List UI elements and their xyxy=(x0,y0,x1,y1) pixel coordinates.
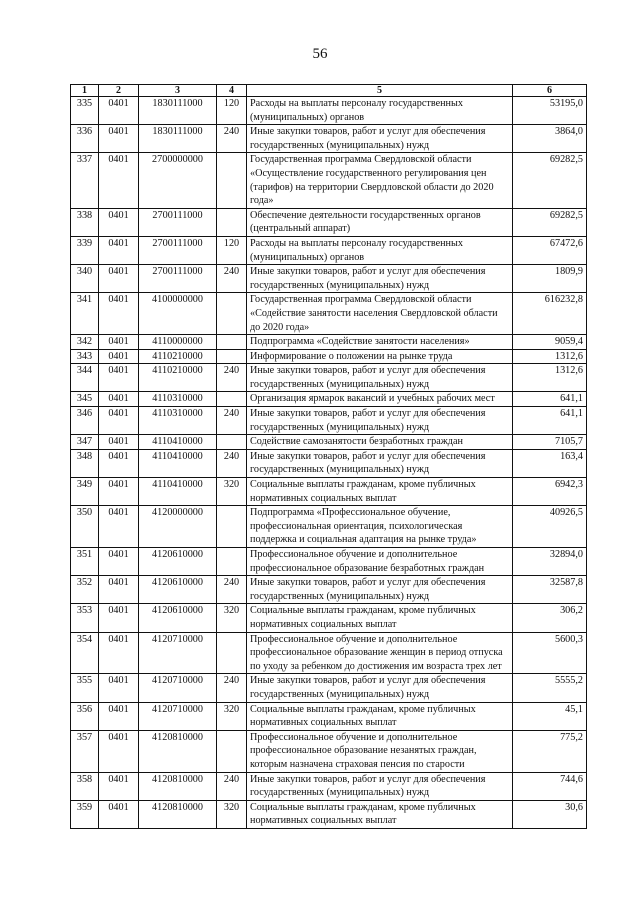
row-description: Профессиональное обучение и дополнительное профессиональное образование безработных граждан xyxy=(247,548,513,576)
section-code: 0401 xyxy=(99,548,139,576)
table-row xyxy=(71,364,587,392)
row-description: Иные закупки товаров, работ и услуг для обеспечения государственных (муниципальных) нужд xyxy=(247,265,513,293)
row-number: 351 xyxy=(71,548,99,576)
section-code: 0401 xyxy=(99,800,139,828)
table-row xyxy=(71,730,587,772)
row-number: 336 xyxy=(71,125,99,153)
row-amount: 69282,5 xyxy=(513,153,587,208)
table-row xyxy=(71,125,587,153)
row-number: 339 xyxy=(71,236,99,264)
row-description: Государственная программа Свердловской области «Осуществление государственного регулирования цен (тарифов) на территории Свердловской области до 2020 года» xyxy=(247,153,513,208)
expense-type xyxy=(217,153,247,208)
budget-table xyxy=(70,84,587,829)
target-code: 2700111000 xyxy=(139,236,217,264)
row-description: Расходы на выплаты персоналу государственных (муниципальных) органов xyxy=(247,236,513,264)
section-code: 0401 xyxy=(99,293,139,335)
row-number: 350 xyxy=(71,506,99,548)
section-code: 0401 xyxy=(99,506,139,548)
target-code: 2700111000 xyxy=(139,265,217,293)
section-code: 0401 xyxy=(99,435,139,450)
section-code: 0401 xyxy=(99,702,139,730)
row-amount: 30,6 xyxy=(513,800,587,828)
row-number: 356 xyxy=(71,702,99,730)
row-description: Обеспечение деятельности государственных органов (центральный аппарат) xyxy=(247,208,513,236)
expense-type xyxy=(217,435,247,450)
target-code: 2700000000 xyxy=(139,153,217,208)
row-amount: 69282,5 xyxy=(513,208,587,236)
row-description: Иные закупки товаров, работ и услуг для обеспечения государственных (муниципальных) нужд xyxy=(247,449,513,477)
row-description: Подпрограмма «Профессиональное обучение, профессиональная ориентация, психологическая поддержка и социальная адаптация на рынке труда» xyxy=(247,506,513,548)
expense-type: 320 xyxy=(217,478,247,506)
table-row xyxy=(71,407,587,435)
row-description: Иные закупки товаров, работ и услуг для обеспечения государственных (муниципальных) нужд xyxy=(247,674,513,702)
target-code: 1830111000 xyxy=(139,97,217,125)
row-number: 341 xyxy=(71,293,99,335)
row-number: 342 xyxy=(71,335,99,350)
row-number: 354 xyxy=(71,632,99,674)
row-amount: 53195,0 xyxy=(513,97,587,125)
page-number: 56 xyxy=(312,46,328,62)
expense-type: 240 xyxy=(217,772,247,800)
row-number: 338 xyxy=(71,208,99,236)
row-description: Социальные выплаты гражданам, кроме публичных нормативных социальных выплат xyxy=(247,478,513,506)
row-description: Иные закупки товаров, работ и услуг для обеспечения государственных (муниципальных) нужд xyxy=(247,772,513,800)
row-description: Социальные выплаты гражданам, кроме публичных нормативных социальных выплат xyxy=(247,800,513,828)
target-code: 4110410000 xyxy=(139,449,217,477)
table-row xyxy=(71,576,587,604)
row-number: 345 xyxy=(71,392,99,407)
row-description: Содействие самозанятости безработных граждан xyxy=(247,435,513,450)
table-row xyxy=(71,153,587,208)
row-amount: 1312,6 xyxy=(513,364,587,392)
expense-type: 120 xyxy=(217,97,247,125)
row-number: 344 xyxy=(71,364,99,392)
expense-type: 240 xyxy=(217,576,247,604)
row-description: Социальные выплаты гражданам, кроме публичных нормативных социальных выплат xyxy=(247,702,513,730)
row-number: 352 xyxy=(71,576,99,604)
expense-type: 240 xyxy=(217,449,247,477)
expense-type: 320 xyxy=(217,702,247,730)
section-code: 0401 xyxy=(99,153,139,208)
table-row xyxy=(71,478,587,506)
section-code: 0401 xyxy=(99,208,139,236)
row-amount: 1809,9 xyxy=(513,265,587,293)
target-code: 2700111000 xyxy=(139,208,217,236)
target-code: 4110000000 xyxy=(139,335,217,350)
row-description: Профессиональное обучение и дополнительное профессиональное образование незанятых граждан, которым назначена страховая пенсия по старости xyxy=(247,730,513,772)
expense-type xyxy=(217,506,247,548)
row-amount: 9059,4 xyxy=(513,335,587,350)
section-code: 0401 xyxy=(99,674,139,702)
expense-type: 240 xyxy=(217,407,247,435)
expense-type xyxy=(217,293,247,335)
table-row xyxy=(71,349,587,364)
row-number: 349 xyxy=(71,478,99,506)
table-row xyxy=(71,772,587,800)
section-code: 0401 xyxy=(99,335,139,350)
row-number: 340 xyxy=(71,265,99,293)
expense-type: 240 xyxy=(217,364,247,392)
table-body xyxy=(71,97,587,829)
table-row xyxy=(71,674,587,702)
row-description: Расходы на выплаты персоналу государственных (муниципальных) органов xyxy=(247,97,513,125)
expense-type xyxy=(217,730,247,772)
row-amount: 45,1 xyxy=(513,702,587,730)
target-code: 4120610000 xyxy=(139,604,217,632)
section-code: 0401 xyxy=(99,364,139,392)
target-code: 4120810000 xyxy=(139,800,217,828)
section-code: 0401 xyxy=(99,730,139,772)
row-number: 353 xyxy=(71,604,99,632)
expense-type: 240 xyxy=(217,674,247,702)
row-number: 346 xyxy=(71,407,99,435)
row-amount: 306,2 xyxy=(513,604,587,632)
row-amount: 775,2 xyxy=(513,730,587,772)
section-code: 0401 xyxy=(99,449,139,477)
header-cell: 3 xyxy=(139,85,217,97)
row-number: 357 xyxy=(71,730,99,772)
header-row xyxy=(71,85,587,97)
row-number: 337 xyxy=(71,153,99,208)
row-amount: 67472,6 xyxy=(513,236,587,264)
row-amount: 7105,7 xyxy=(513,435,587,450)
expense-type xyxy=(217,548,247,576)
header-cell: 1 xyxy=(71,85,99,97)
section-code: 0401 xyxy=(99,125,139,153)
row-description: Иные закупки товаров, работ и услуг для обеспечения государственных (муниципальных) нужд xyxy=(247,576,513,604)
table-row xyxy=(71,435,587,450)
row-amount: 616232,8 xyxy=(513,293,587,335)
row-number: 359 xyxy=(71,800,99,828)
row-amount: 32587,8 xyxy=(513,576,587,604)
row-number: 335 xyxy=(71,97,99,125)
row-description: Иные закупки товаров, работ и услуг для обеспечения государственных (муниципальных) нужд xyxy=(247,407,513,435)
section-code: 0401 xyxy=(99,772,139,800)
row-amount: 1312,6 xyxy=(513,349,587,364)
row-amount: 641,1 xyxy=(513,407,587,435)
row-amount: 744,6 xyxy=(513,772,587,800)
table-row xyxy=(71,506,587,548)
row-description: Профессиональное обучение и дополнительное профессиональное образование женщин в период отпуска по уходу за ребенком до достижения им возраста трех лет xyxy=(247,632,513,674)
expense-type xyxy=(217,208,247,236)
row-description: Подпрограмма «Содействие занятости населения» xyxy=(247,335,513,350)
expense-type: 240 xyxy=(217,265,247,293)
target-code: 4110310000 xyxy=(139,392,217,407)
row-description: Социальные выплаты гражданам, кроме публичных нормативных социальных выплат xyxy=(247,604,513,632)
target-code: 4110210000 xyxy=(139,364,217,392)
row-amount: 5600,3 xyxy=(513,632,587,674)
header-cell: 4 xyxy=(217,85,247,97)
expense-type: 240 xyxy=(217,125,247,153)
target-code: 4110310000 xyxy=(139,407,217,435)
section-code: 0401 xyxy=(99,236,139,264)
section-code: 0401 xyxy=(99,478,139,506)
expense-type: 320 xyxy=(217,604,247,632)
target-code: 4120710000 xyxy=(139,674,217,702)
section-code: 0401 xyxy=(99,576,139,604)
row-amount: 163,4 xyxy=(513,449,587,477)
target-code: 4120810000 xyxy=(139,730,217,772)
row-description: Государственная программа Свердловской области «Содействие занятости населения Свердловской области до 2020 года» xyxy=(247,293,513,335)
table-row xyxy=(71,702,587,730)
row-amount: 40926,5 xyxy=(513,506,587,548)
table-row xyxy=(71,97,587,125)
row-description: Иные закупки товаров, работ и услуг для обеспечения государственных (муниципальных) нужд xyxy=(247,364,513,392)
target-code: 4120610000 xyxy=(139,576,217,604)
row-number: 343 xyxy=(71,349,99,364)
table-row xyxy=(71,548,587,576)
row-description: Информирование о положении на рынке труда xyxy=(247,349,513,364)
row-description: Иные закупки товаров, работ и услуг для обеспечения государственных (муниципальных) нужд xyxy=(247,125,513,153)
expense-type xyxy=(217,349,247,364)
row-amount: 6942,3 xyxy=(513,478,587,506)
section-code: 0401 xyxy=(99,265,139,293)
table-row xyxy=(71,604,587,632)
section-code: 0401 xyxy=(99,407,139,435)
section-code: 0401 xyxy=(99,392,139,407)
row-description: Организация ярмарок вакансий и учебных рабочих мест xyxy=(247,392,513,407)
target-code: 4120000000 xyxy=(139,506,217,548)
expense-type xyxy=(217,335,247,350)
expense-type: 320 xyxy=(217,800,247,828)
table-row xyxy=(71,293,587,335)
target-code: 4110210000 xyxy=(139,349,217,364)
section-code: 0401 xyxy=(99,349,139,364)
expense-type xyxy=(217,392,247,407)
row-amount: 32894,0 xyxy=(513,548,587,576)
row-number: 348 xyxy=(71,449,99,477)
target-code: 4110410000 xyxy=(139,478,217,506)
target-code: 4120710000 xyxy=(139,702,217,730)
target-code: 4120810000 xyxy=(139,772,217,800)
expense-type: 120 xyxy=(217,236,247,264)
target-code: 4110410000 xyxy=(139,435,217,450)
section-code: 0401 xyxy=(99,97,139,125)
table-row xyxy=(71,236,587,264)
table-row xyxy=(71,208,587,236)
target-code: 4120610000 xyxy=(139,548,217,576)
table-row xyxy=(71,335,587,350)
table-row xyxy=(71,449,587,477)
table-row xyxy=(71,800,587,828)
target-code: 1830111000 xyxy=(139,125,217,153)
row-amount: 641,1 xyxy=(513,392,587,407)
table-row xyxy=(71,632,587,674)
target-code: 4100000000 xyxy=(139,293,217,335)
row-amount: 3864,0 xyxy=(513,125,587,153)
row-amount: 5555,2 xyxy=(513,674,587,702)
row-number: 347 xyxy=(71,435,99,450)
header-cell: 5 xyxy=(247,85,513,97)
header-cell: 6 xyxy=(513,85,587,97)
section-code: 0401 xyxy=(99,632,139,674)
row-number: 355 xyxy=(71,674,99,702)
section-code: 0401 xyxy=(99,604,139,632)
expense-type xyxy=(217,632,247,674)
table-row xyxy=(71,392,587,407)
row-number: 358 xyxy=(71,772,99,800)
target-code: 4120710000 xyxy=(139,632,217,674)
table-row xyxy=(71,265,587,293)
header-cell: 2 xyxy=(99,85,139,97)
